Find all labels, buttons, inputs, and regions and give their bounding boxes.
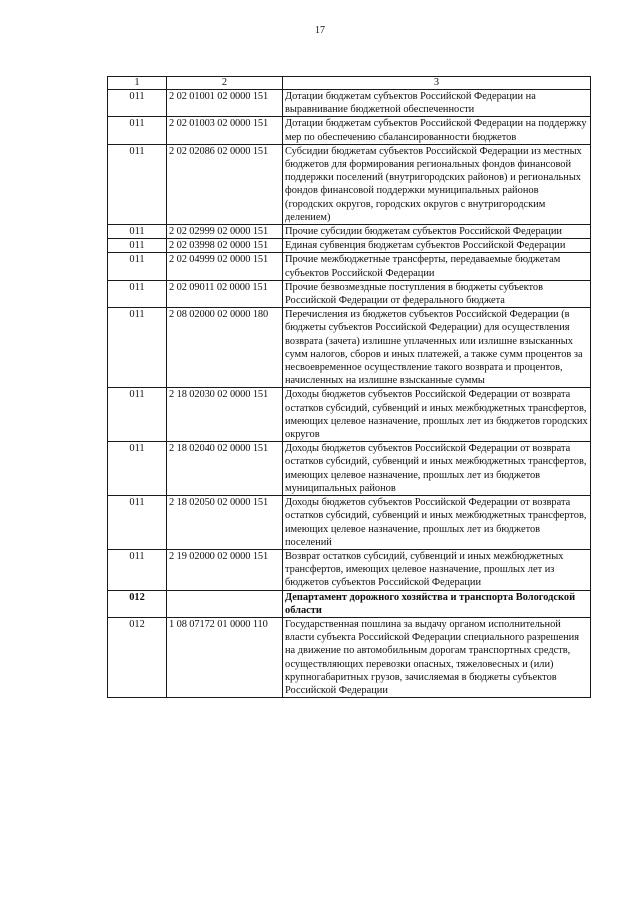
table-row	[108, 442, 591, 496]
table-row	[108, 280, 591, 307]
income-name-cell: Прочие субсидии бюджетам субъектов Российской Федерации	[283, 225, 591, 239]
column-header-3: 3	[283, 77, 591, 90]
income-name-cell: Доходы бюджетов субъектов Российской Федерации от возврата остатков субсидий, субвенций и иных межбюджетных трансфертов, имеющих целевое назначение, прошлых лет из бюджетов поселений	[283, 496, 591, 550]
revenue-codes-table	[107, 76, 591, 698]
income-name-cell: Доходы бюджетов субъектов Российской Федерации от возврата остатков субсидий, субвенций и иных межбюджетных трансфертов, имеющих целевое назначение, прошлых лет из бюджетов муниципальных районов	[283, 442, 591, 496]
table-row	[108, 225, 591, 239]
budget-code-cell	[167, 590, 283, 617]
table-row	[108, 117, 591, 144]
income-name-cell: Дотации бюджетам субъектов Российской Федерации на поддержку мер по обеспечению сбалансированности бюджетов	[283, 117, 591, 144]
admin-code-cell: 011	[108, 496, 167, 550]
table-row	[108, 144, 591, 224]
table-row	[108, 388, 591, 442]
budget-code-cell: 2 02 09011 02 0000 151	[167, 280, 283, 307]
income-name-cell: Единая субвенция бюджетам субъектов Российской Федерации	[283, 239, 591, 253]
admin-code-cell: 011	[108, 90, 167, 117]
table-header-row	[108, 77, 591, 90]
table-row	[108, 308, 591, 388]
department-name-cell: Департамент дорожного хозяйства и транспорта Вологодской области	[283, 590, 591, 617]
budget-code-cell: 2 02 02999 02 0000 151	[167, 225, 283, 239]
admin-code-cell: 012	[108, 590, 167, 617]
income-name-cell: Субсидии бюджетам субъектов Российской Федерации из местных бюджетов для формирования региональных фондов финансовой поддержки поселений (внутригородских районов) и региональных фондов финансовой поддержки муниципальных районов (городских округов, городских округов с внутригородским делением)	[283, 144, 591, 224]
admin-code-cell: 011	[108, 144, 167, 224]
table-row	[108, 617, 591, 697]
admin-code-cell: 011	[108, 549, 167, 590]
admin-code-cell: 011	[108, 117, 167, 144]
budget-code-cell: 2 18 02040 02 0000 151	[167, 442, 283, 496]
table-row	[108, 253, 591, 280]
admin-code-cell: 011	[108, 280, 167, 307]
admin-code-cell: 012	[108, 617, 167, 697]
budget-code-cell: 2 18 02050 02 0000 151	[167, 496, 283, 550]
budget-code-cell: 2 02 04999 02 0000 151	[167, 253, 283, 280]
budget-code-cell: 2 08 02000 02 0000 180	[167, 308, 283, 388]
income-name-cell: Прочие безвозмездные поступления в бюджеты субъектов Российской Федерации от федерального бюджета	[283, 280, 591, 307]
table-row	[108, 90, 591, 117]
budget-code-cell: 2 18 02030 02 0000 151	[167, 388, 283, 442]
income-name-cell: Возврат остатков субсидий, субвенций и иных межбюджетных трансфертов, имеющих целевое назначение, прошлых лет из бюджетов субъектов Российской Федерации	[283, 549, 591, 590]
table-row	[108, 549, 591, 590]
budget-code-cell: 1 08 07172 01 0000 110	[167, 617, 283, 697]
admin-code-cell: 011	[108, 388, 167, 442]
budget-code-cell: 2 02 01001 02 0000 151	[167, 90, 283, 117]
income-name-cell: Доходы бюджетов субъектов Российской Федерации от возврата остатков субсидий, субвенций и иных межбюджетных трансфертов, имеющих целевое назначение, прошлых лет из бюджетов городских округов	[283, 388, 591, 442]
column-header-2: 2	[167, 77, 283, 90]
table-row	[108, 239, 591, 253]
column-header-1: 1	[108, 77, 167, 90]
department-row	[108, 590, 591, 617]
admin-code-cell: 011	[108, 442, 167, 496]
budget-code-cell: 2 02 03998 02 0000 151	[167, 239, 283, 253]
budget-code-cell: 2 19 02000 02 0000 151	[167, 549, 283, 590]
admin-code-cell: 011	[108, 239, 167, 253]
budget-code-cell: 2 02 02086 02 0000 151	[167, 144, 283, 224]
income-name-cell: Прочие межбюджетные трансферты, передаваемые бюджетам субъектов Российской Федерации	[283, 253, 591, 280]
income-name-cell: Государственная пошлина за выдачу органом исполнительной власти субъекта Российской Федерации специального разрешения на движение по автомобильным дорогам транспортных средств, осуществляющих перевозки опасных, тяжеловесных и (или) крупногабаритных грузов, зачисляемая в бюджеты субъектов Российской Федерации	[283, 617, 591, 697]
page-number: 17	[315, 25, 325, 36]
income-name-cell: Дотации бюджетам субъектов Российской Федерации на выравнивание бюджетной обеспеченности	[283, 90, 591, 117]
income-name-cell: Перечисления из бюджетов субъектов Российской Федерации (в бюджеты субъектов Российской Федерации) для осуществления возврата (зачета) излишне уплаченных или излишне взысканных сумм налогов, сборов и иных платежей, а также сумм процентов за несвоевременное осуществление такого возврата и процентов, начисленных на излишне взысканные суммы	[283, 308, 591, 388]
table-row	[108, 496, 591, 550]
admin-code-cell: 011	[108, 308, 167, 388]
budget-code-cell: 2 02 01003 02 0000 151	[167, 117, 283, 144]
admin-code-cell: 011	[108, 253, 167, 280]
admin-code-cell: 011	[108, 225, 167, 239]
